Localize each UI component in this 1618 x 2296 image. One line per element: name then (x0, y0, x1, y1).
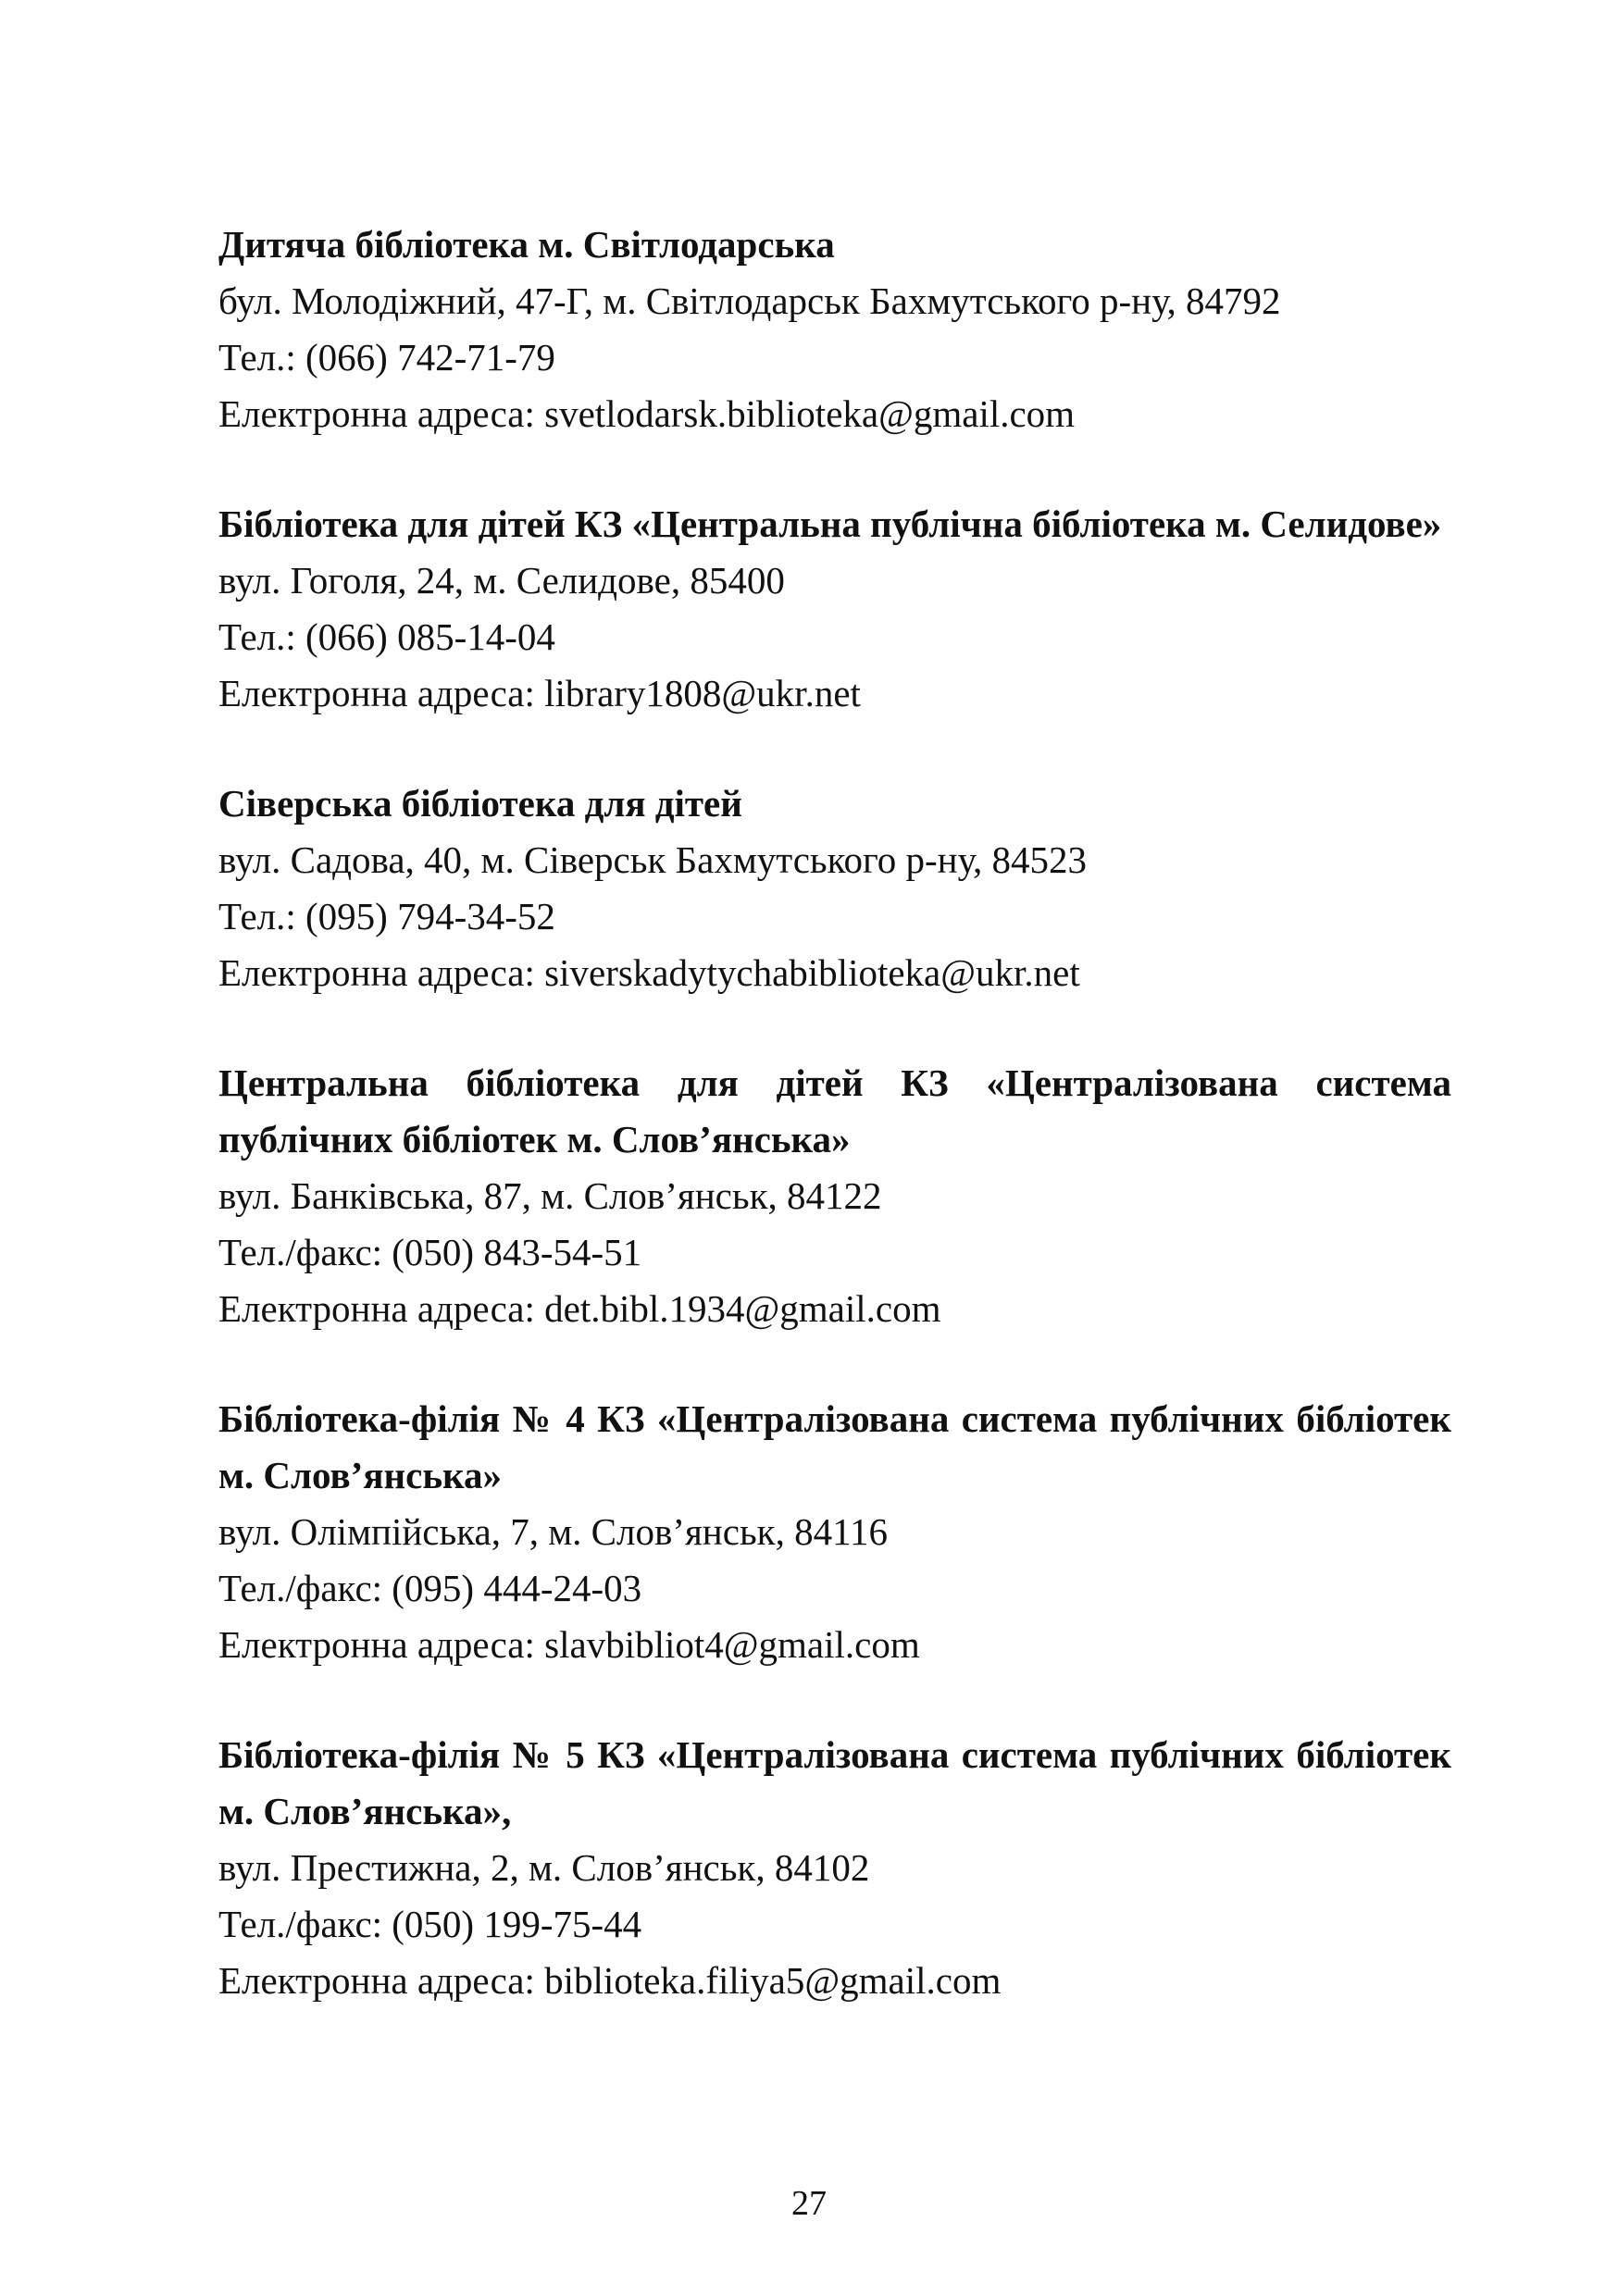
library-phone: Тел.: (095) 794-34-52 (218, 895, 555, 937)
library-address: вул. Олімпійська, 7, м. Слов’янськ, 84116 (218, 1510, 889, 1553)
library-email: Електронна адреса: svetlodarsk.biblioteka@gmail.com (218, 392, 1076, 435)
library-title: Бібліотека для дітей КЗ «Центральна публічна бібліотека м. Селидове» (218, 503, 1442, 545)
library-title: Центральна бібліотека для дітей КЗ «Централізована система публічних бібліотек м. Слов’янська» (218, 1061, 1451, 1160)
library-address: вул. Садова, 40, м. Сіверськ Бахмутського р-ну, 84523 (218, 838, 1087, 881)
library-title: Сіверська бібліотека для дітей (218, 782, 742, 825)
library-email: Електронна адреса: siverskadytychabiblioteka@ukr.net (218, 951, 1080, 994)
library-address: вул. Гоголя, 24, м. Селидове, 85400 (218, 559, 785, 602)
library-address: бул. Молодіжний, 47-Г, м. Світлодарськ Бахмутського р-ну, 84792 (218, 279, 1281, 322)
library-phone: Тел.: (066) 085-14-04 (218, 615, 555, 658)
library-email: Електронна адреса: biblioteka.filiya5@gmail.com (218, 1959, 1002, 2002)
library-phone: Тел./факс: (050) 199-75-44 (218, 1903, 642, 1945)
library-email: Електронна адреса: slavbibliot4@gmail.com (218, 1623, 920, 1666)
library-title: Бібліотека-філія № 4 КЗ «Централізована система публічних бібліотек м. Слов’янська» (218, 1397, 1451, 1496)
library-address: вул. Престижна, 2, м. Слов’янськ, 84102 (218, 1846, 870, 1889)
library-list (218, 217, 1451, 2063)
page-number: 27 (791, 2184, 827, 2223)
library-phone: Тел./факс: (050) 843-54-51 (218, 1231, 642, 1273)
library-phone: Тел./факс: (095) 444-24-03 (218, 1567, 642, 1609)
library-address: вул. Банківська, 87, м. Слов’янськ, 84122 (218, 1174, 882, 1217)
library-entry (218, 776, 1451, 1001)
library-email: Електронна адреса: library1808@ukr.net (218, 672, 861, 714)
library-phone: Тел.: (066) 742-71-79 (218, 336, 555, 379)
library-entry (218, 1055, 1451, 1337)
library-email: Електронна адреса: det.bibl.1934@gmail.com (218, 1287, 941, 1330)
library-title: Дитяча бібліотека м. Світлодарська (218, 223, 835, 266)
library-entry (218, 1727, 1451, 2009)
library-entry (218, 217, 1451, 442)
library-title: Бібліотека-філія № 5 КЗ «Централізована система публічних бібліотек м. Слов’янська», (218, 1733, 1451, 1832)
library-entry (218, 496, 1451, 722)
library-entry (218, 1391, 1451, 1673)
